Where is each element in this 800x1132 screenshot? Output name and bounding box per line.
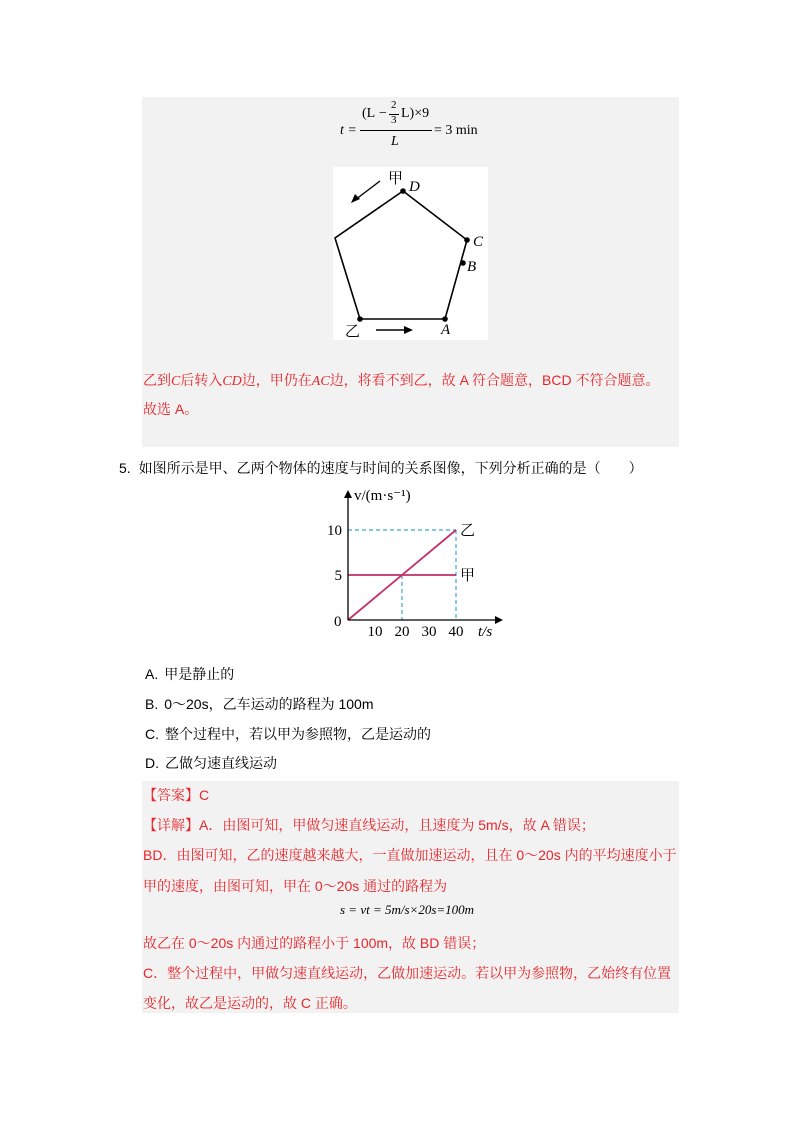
option-d-text: 乙做匀速直线运动	[165, 755, 277, 771]
label-c: C	[473, 234, 484, 250]
label-d: D	[409, 179, 420, 195]
option-a-text: 甲是静止的	[164, 666, 235, 682]
answer-tag: 【答案】	[143, 787, 199, 803]
detail-tag: 【详解】	[143, 817, 199, 833]
x-tick-label-1: 20	[394, 624, 410, 640]
series-label-0: 乙	[460, 521, 476, 539]
option-b-text: 0～20s，乙车运动的路程为 100m	[164, 696, 374, 712]
exp1-part3: 边，甲仍在	[241, 372, 312, 388]
exp1-cd: CD	[222, 374, 242, 389]
option-a[interactable]	[145, 664, 234, 684]
question-text: 如图所示是甲、乙两个物体的速度与时间的关系图像，下列分析正确的是（ ）	[138, 460, 643, 476]
label-a: A	[441, 322, 451, 338]
formula-num-open: (L	[362, 106, 376, 121]
detail-line-1	[143, 815, 595, 835]
pentagon-track	[335, 191, 467, 319]
pentagon-figure	[333, 167, 488, 340]
formula-den: L	[391, 134, 399, 149]
option-a-label: A.	[145, 666, 159, 682]
velocity-time-chart	[318, 480, 508, 640]
label-jia: 甲	[388, 169, 404, 187]
question-number: 5.	[119, 460, 131, 476]
point-yi	[357, 316, 363, 322]
y-tick-label-0: 5	[334, 568, 342, 584]
arrow-jia-head	[351, 194, 360, 203]
x-tick-label-3: 40	[448, 624, 464, 640]
origin-label: 0	[334, 614, 342, 630]
point-b	[460, 260, 466, 266]
formula-lhs: t =	[340, 123, 357, 138]
label-yi: 乙	[345, 322, 361, 340]
point-a	[442, 316, 448, 322]
answer-line	[143, 785, 209, 805]
detail-line-2: BD．由图可知，乙的速度越来越大，一直做加速运动，且在 0～20s 内的平均速度小于	[143, 847, 677, 863]
detail-line-6: 变化，故乙是运动的，故 C 正确。	[143, 995, 357, 1011]
arrow-jia-line	[355, 181, 380, 200]
question-5-stem	[119, 458, 643, 478]
point-d	[400, 188, 406, 194]
x-axis-label: t/s	[478, 624, 493, 640]
point-c	[464, 237, 470, 243]
exp1-ac: AC	[311, 374, 330, 389]
detail-equation: s = vt = 5m/s×20s=100m	[340, 902, 475, 917]
option-c[interactable]	[145, 724, 431, 744]
explanation-line-1	[143, 370, 659, 390]
detail-line-4: 故乙在 0～20s 内通过的路程小于 100m，故 BD 错误；	[143, 935, 486, 951]
label-b: B	[467, 259, 477, 275]
formula-main-fraction-bar	[360, 130, 432, 131]
option-d-label: D.	[145, 755, 159, 771]
option-b-label: B.	[145, 696, 159, 712]
explanation-line-2: 故选 A。	[143, 401, 199, 417]
y-axis-arrow	[344, 490, 352, 498]
detail-line-5: C．整个过程中，甲做匀速直线运动，乙做加速运动。若以甲为参照物，乙始终有位置	[143, 965, 672, 981]
x-axis-arrow	[495, 616, 503, 624]
option-c-text: 整个过程中，若以甲为参照物，乙是运动的	[165, 726, 431, 742]
answer-value: C	[199, 787, 210, 803]
formula-frac-den: 3	[391, 114, 397, 126]
y-tick-label-1: 10	[327, 523, 342, 539]
chart-series	[348, 521, 475, 620]
option-b[interactable]	[145, 694, 374, 714]
exp1-part4: 边，将看不到乙，故 A 符合题意，BCD 不符合题意。	[329, 372, 660, 388]
option-d[interactable]	[145, 753, 277, 773]
exp1-part1: 乙到	[143, 372, 171, 388]
option-c-label: C.	[145, 726, 159, 742]
time-formula	[340, 99, 490, 158]
formula-num-minus: −	[379, 106, 387, 121]
exp1-c: C	[171, 374, 181, 389]
x-tick-label-2: 30	[421, 624, 437, 640]
formula-rhs: = 3 min	[434, 123, 478, 138]
formula-frac-num: 2	[391, 99, 397, 111]
formula-num-close: L)×9	[401, 106, 430, 121]
x-tick-label-0: 10	[367, 624, 383, 640]
exp1-part2: 后转入	[180, 372, 223, 388]
detail-line-3: 甲的速度，由图可知，甲在 0～20s 通过的路程为	[143, 878, 448, 894]
detail-l1: A．由图可知，甲做匀速直线运动，且速度为 5m/s，故 A 错误；	[199, 817, 595, 833]
y-axis-label: v/(m·s⁻¹)	[354, 488, 411, 504]
arrow-yi-head	[404, 326, 413, 334]
series-label-1: 甲	[460, 566, 476, 584]
